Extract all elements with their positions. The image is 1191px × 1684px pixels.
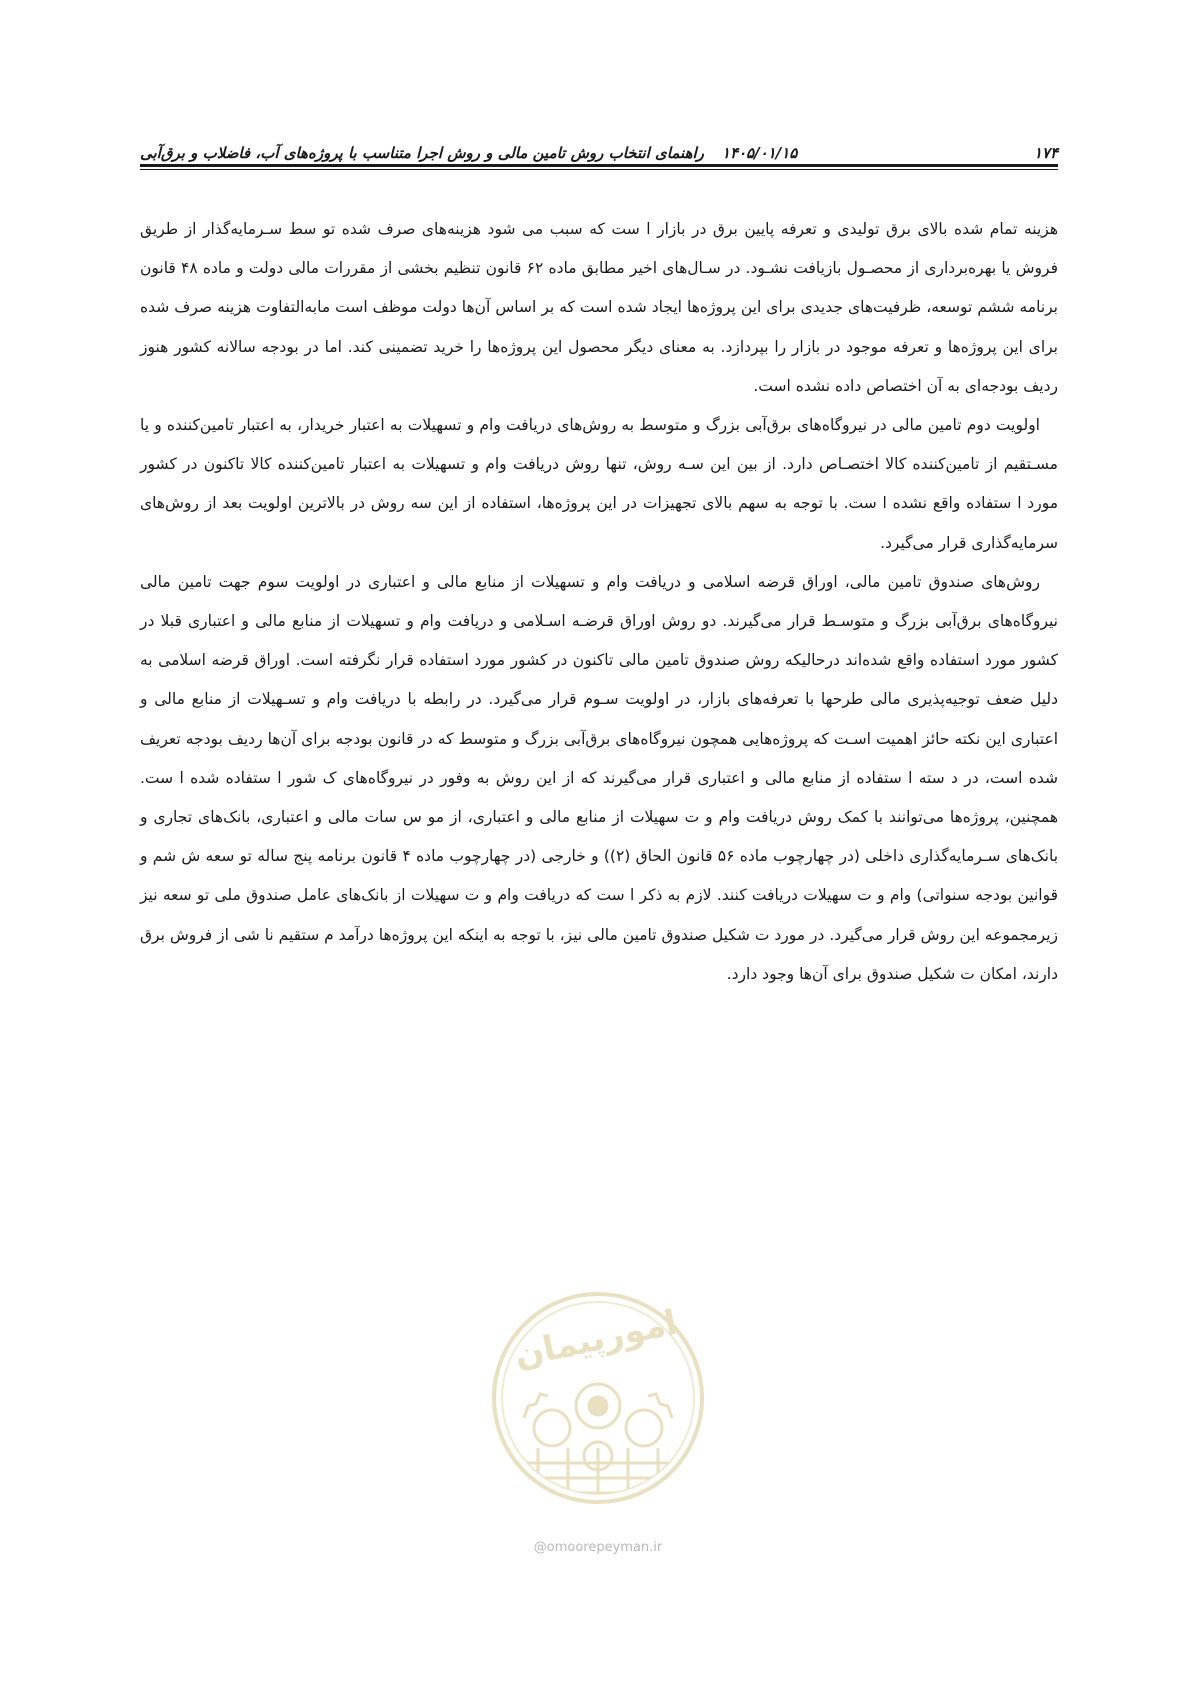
header-date: ۱۴۰۵/۰۱/۱۵ xyxy=(721,144,798,162)
header-title: راهنمای انتخاب روش تامین مالی و روش اجرا متناسب با پروژه‌های آب، فاضلاب و برق‌آبی xyxy=(140,144,704,162)
paragraph-2: اولویت دوم تامین مالی در نیروگاه‌های برق‌آبی بزرگ و متوسط به روش‌های دریافت وام و تسهیلات به اعتبار خریدار، به اعتبار تامین‌کننده و یا مسـتقیم از تامین‌کننده کالا اختصـاص دارد. از بین این سـه روش، تنها روش دریافت وام و تسهیلات به اعتبار تامین‌کننده کالا تاکنون در کشور مورد ا ستفاده واقع نشده ا ست. با توجه به سهم بالای تجهیزات در این پروژه‌ها، استفاده از این سه روش در بالاترین اولویت بعد از روش‌های سرمایه‌گذاری قرار می‌گیرد. xyxy=(140,416,1058,552)
page-header xyxy=(140,128,1058,162)
paragraph-3: روش‌های صندوق تامین مالی، اوراق قرضه اسلامی و دریافت وام و تسهیلات از منابع مالی و اعتباری در اولویت سوم جهت تامین مالی نیروگاه‌های برق‌آبی بزرگ و متوسـط قرار می‌گیرند. دو روش اوراق قرضـه اسـلامی و دریافت وام و تسهیلات از منابع مالی و اعتباری قبلا در کشور مورد استفاده واقع شده‌اند درحالیکه روش صندوق تامین مالی تاکنون در کشور مورد استفاده قرار نگرفته است. اوراق قرضه اسلامی به دلیل ضعف توجیه‌پذیری مالی طرحها با تعرفه‌های بازار، در اولویت سـوم قرار می‌گیرد. در رابطه با دریافت وام و تسـهیلات از منابع مالی و اعتباری این نکته حائز اهمیت اسـت که پروژه‌هایی همچون نیروگاه‌های برق‌آبی بزرگ و متوسط که در قانون بودجه برای آن‌ها ردیف بودجه تعریف شده است، در د سته ا ستفاده از منابع مالی و اعتباری قرار می‌گیرند که از این روش به وفور در نیروگاه‌های ک شور ا ستفاده شده ا ست. همچنین، پروژه‌ها می‌توانند با کمک روش دریافت وام و ت سهیلات از منابع مالی و اعتباری، از مو س سات مالی و اعتباری، بانک‌های تجاری و بانک‌های سـرمایه‌گذاری داخلی (در چهارچوب ماده ۵۶ قانون الحاق (۲)) و خارجی (در چهارچوب ماده ۴ قانون برنامه پنج ساله تو سعه ش شم و قوانین بودجه سنواتی) وام و ت سهیلات دریافت کنند. لازم به ذکر ا ست که دریافت وام و ت سهیلات از بانک‌های عامل صندوق ملی تو سعه نیز زیرمجموعه این روش قرار می‌گیرد. در مورد ت شکیل صندوق تامین مالی نیز، با توجه به اینکه این پروژه‌ها درآمد م ستقیم نا شی از فروش برق دارند، امکان ت شکیل صندوق برای آن‌ها وجود دارد. xyxy=(140,572,1059,983)
header-rule-thin xyxy=(140,169,1058,170)
page-number: ۱۷۴ xyxy=(1033,144,1058,162)
svg-text:امورپیمان: امورپیمان xyxy=(510,1302,681,1376)
watermark-url: @omoorepeyman.ir xyxy=(533,1540,663,1555)
paragraph-1: هزینه تمام شده بالای برق تولیدی و تعرفه پایین برق در بازار ا ست که سبب می شود هزینه‌های صرف شده تو سط سـرمایه‌گذار از طریق فروش یا بهره‌برداری از محصـول بازیافت نشـود. در سـال‌های اخیر مطابق ماده ۶۲ قانون تنظیم بخشی از مقررات مالی دولت و ماده ۴۸ قانون برنامه ششم توسعه، ظرفیت‌های جدیدی برای این پروژه‌ها ایجاد شده است که بر اساس آن‌ها دولت موظف است مابه‌التفاوت هزینه صرف شده برای این پروژه‌ها و تعرفه موجود در بازار را بپردازد. به معنای دیگر محصول این پروژه‌ها را خرید تضمینی کند. اما در بودجه سالانه کشور هنوز ردیف بودجه‌ای به آن اختصاص داده نشده است. xyxy=(140,220,1058,395)
body-text xyxy=(140,210,1058,994)
header-rule-thick xyxy=(140,164,1058,167)
watermark-logo xyxy=(488,1288,708,1548)
running-title xyxy=(140,144,797,162)
